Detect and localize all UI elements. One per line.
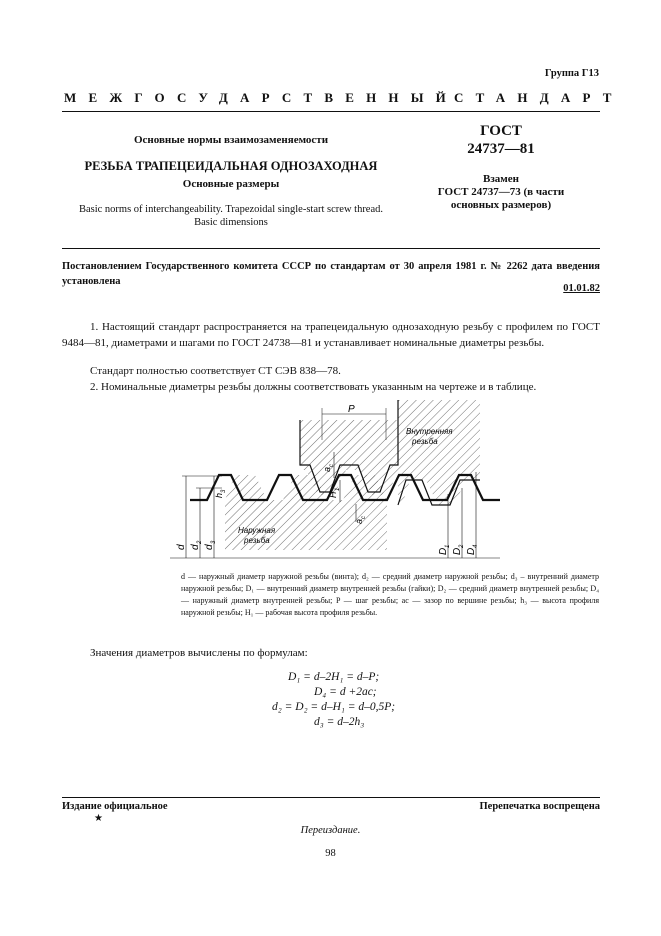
formula-1: D₁ = d–2H₁ = d–P;: [288, 671, 380, 683]
paragraph-3: 2. Номинальные диаметры резьбы должны соответствовать указанным на чертеже и в таблице.: [90, 381, 537, 393]
label-pitch: P: [348, 404, 355, 415]
english-title-line2: Basic dimensions: [194, 217, 268, 228]
norms-title: Основные нормы взаимозаменяемости: [133, 134, 329, 146]
gost-label: ГОСТ: [480, 123, 522, 139]
footer-rule: [62, 797, 600, 798]
paragraph-2: Стандарт полностью соответствует СТ СЭВ 838—78.: [90, 365, 341, 377]
label-h3-sub: 3: [221, 489, 227, 493]
label-external-2: резьба: [244, 536, 270, 545]
english-title-line1: Basic norms of interchangeability. Trapezoidal single-start screw thread.: [78, 204, 384, 215]
label-D1: D: [438, 547, 449, 555]
label-D4: D: [466, 547, 477, 555]
label-H1: H: [328, 491, 338, 498]
label-h3: h: [214, 492, 224, 498]
internal-thread-body-right: [398, 400, 480, 505]
label-D2: D: [452, 547, 463, 555]
formula-2: D₄ = d +2aс;: [314, 686, 377, 698]
label-ac-top: a: [322, 466, 332, 472]
reprint-forbidden: Перепечатка воспрещена: [479, 801, 600, 812]
formula-3: d₂ = D₂ = d–H₁ = d–0,5P;: [272, 701, 396, 713]
label-d2-sub: 2: [197, 540, 203, 544]
replaces-line2: основных размеров): [450, 199, 552, 211]
label-D2-sub: 2: [459, 544, 465, 548]
label-d: d: [176, 544, 187, 550]
label-d3-sub: 3: [211, 540, 217, 544]
top-rule: [62, 111, 600, 112]
title-rule: [62, 248, 600, 249]
label-internal-2: резьба: [412, 437, 438, 446]
official-edition: Издание официальное: [62, 801, 168, 812]
star-mark: ★: [94, 813, 103, 824]
label-D1-sub: 1: [445, 544, 451, 548]
formula-4: d₃ = d–2h₃: [314, 716, 365, 728]
label-d3: d: [204, 544, 215, 550]
replaces-line1: ГОСТ 24737—73 (в части: [437, 186, 565, 198]
label-external-1: Наружная: [238, 526, 276, 535]
label-internal-1: Внутренняя: [406, 427, 453, 436]
interstate-heading: МЕЖГОСУДАРСТВЕННЫЙ: [64, 90, 458, 105]
label-ac-bottom-sub: c: [361, 516, 367, 519]
page-number: 98: [325, 848, 336, 859]
replaces-label: Взамен: [483, 173, 519, 185]
decree-text: Постановлением Государственного комитета СССР по стандартам от 30 апреля 1981 г. № 2262 дата введения установлена: [62, 261, 600, 287]
reissue-note: Переиздание.: [300, 825, 361, 836]
label-d2: d: [190, 544, 201, 550]
gost-number: 24737—81: [467, 141, 535, 157]
thread-subtitle: Основные размеры: [182, 178, 280, 190]
figure-caption: d — наружный диаметр наружной резьбы (винта); d₂ — средний диаметр наружной резьбы; d₃ – внутренний диаметр наружной резьбы; D₁ — внутренний диаметр внутренней резьбы (гайки); D₂ — средний диаметр внутренней резьбы; D₄ — наружный диаметр внутренней резьбы; P — шаг резьбы; aс — зазор по вершине резьбы; h₃ — высота профиля наружной резьбы; H₁ — рабочая высота профиля резьбы.: [181, 572, 599, 617]
formulas-intro: Значения диаметров вычислены по формулам:: [90, 647, 308, 659]
label-ac-bottom: a: [354, 518, 364, 524]
thread-title: РЕЗЬБА ТРАПЕЦЕИДАЛЬНАЯ ОДНОЗАХОДНАЯ: [84, 159, 378, 173]
label-H1-sub: 1: [335, 487, 341, 491]
label-ac-top-sub: c: [329, 464, 335, 467]
paragraph-1: 1. Настоящий стандарт распространяется на трапецеидальную однозаходную резьбу с профилем по ГОСТ 9484—81, диаметрами и шагами по ГОСТ 24738—81 и устанавливает номинальные диаметры резьбы.: [62, 321, 600, 349]
decree-date: 01.01.82: [563, 283, 600, 294]
standard-heading: СТАНДАРТ: [454, 90, 624, 105]
label-D4-sub: 4: [473, 544, 479, 548]
thread-profile-drawing: [170, 400, 600, 565]
group-label: Группа Г13: [544, 68, 599, 79]
